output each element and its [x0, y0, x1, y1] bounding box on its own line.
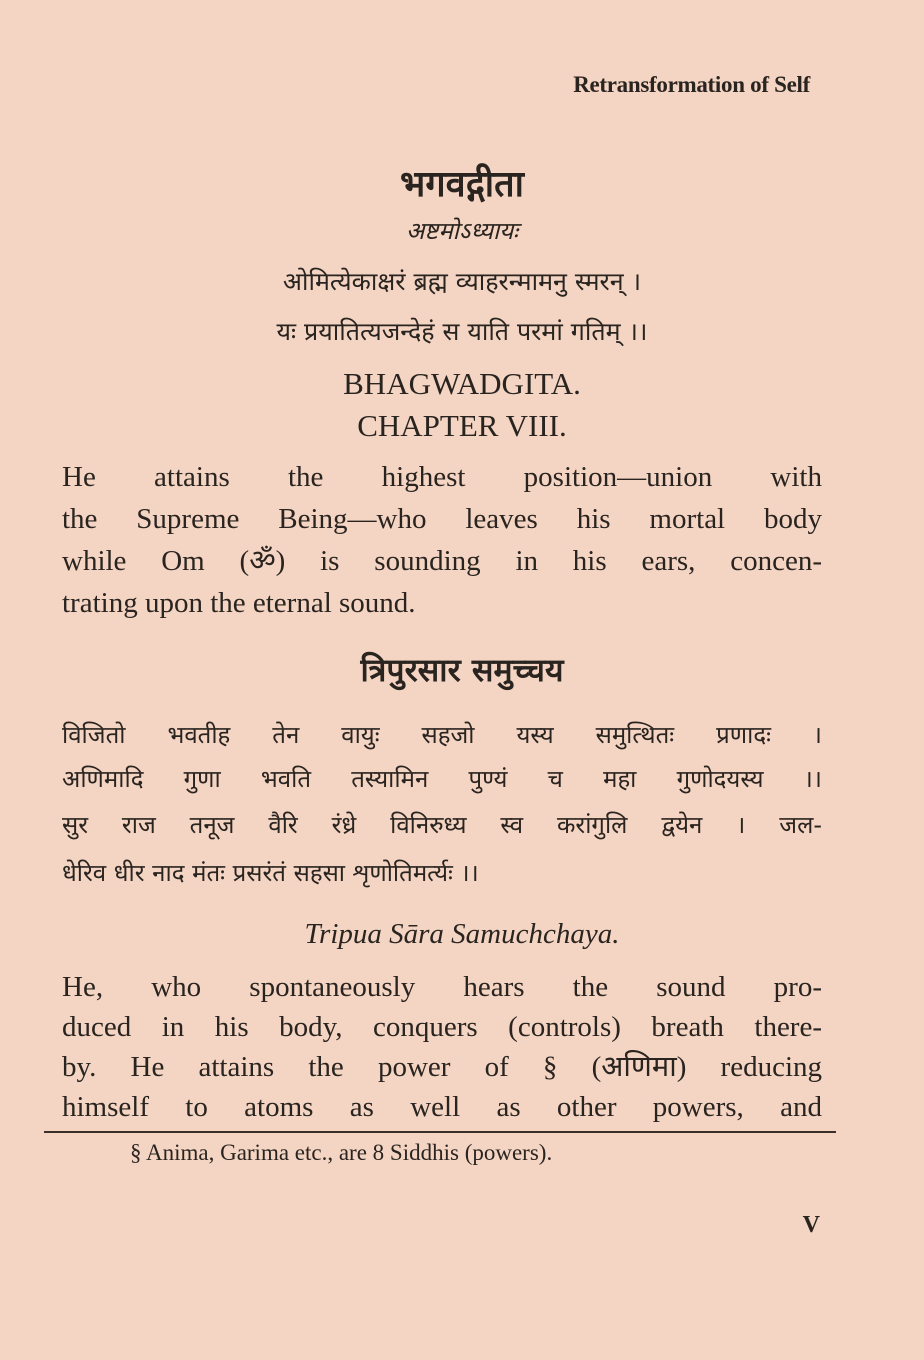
english-title-gita: BHAGWADGITA. [343, 366, 581, 401]
tripura-paragraph-line-4: himself to atoms as well as other powers, and [62, 1091, 822, 1123]
tripura-paragraph-line-3: by. He attains the power of § (अणिमा) reducing [62, 1051, 822, 1083]
tripura-verse-line-3: सुर राज तनूज वैरि रंध्रे विनिरुध्य स्व करांगुलि द्वयेन । जल- [62, 811, 822, 839]
page-number: V [802, 1212, 820, 1238]
gita-paragraph-line-1: He attains the highest position—union with [62, 461, 822, 493]
running-header: Retransformation of Self [573, 72, 810, 97]
tripura-paragraph-line-1: He, who spontaneously hears the sound pro- [62, 971, 822, 1003]
sanskrit-title-gita: भगवद्गीता [400, 164, 524, 205]
sanskrit-verse-line-2: यः प्रयातित्यजन्देहं स याति परमां गतिम् ।। [276, 317, 648, 346]
sanskrit-title-tripura: त्रिपुरसार समुच्चय [360, 651, 564, 689]
tripura-paragraph-line-2: duced in his body, conquers (controls) breath there- [62, 1011, 822, 1043]
footnote: § Anima, Garima etc., are 8 Siddhis (powers). [130, 1140, 553, 1165]
tripura-verse-line-2: अणिमादि गुणा भवति तस्यामिन पुण्यं च महा गुणोदयस्य ।। [62, 765, 822, 793]
footnote-divider [44, 1131, 836, 1133]
gita-paragraph-line-3: while Om (ॐ) is sounding in his ears, concen- [62, 545, 822, 577]
english-title-tripura: Tripua Sāra Samuchchaya. [304, 918, 620, 950]
sanskrit-chapter: अष्टमोऽध्यायः [405, 217, 519, 245]
gita-paragraph-line-2: the Supreme Being—who leaves his mortal body [62, 503, 822, 535]
sanskrit-verse-line-1: ओमित्येकाक्षरं ब्रह्म व्याहरन्मामनु स्मरन् । [282, 267, 642, 296]
tripura-verse-line-1: विजितो भवतीह तेन वायुः सहजो यस्य समुत्थितः प्रणादः । [62, 721, 822, 749]
english-chapter: CHAPTER VIII. [357, 408, 567, 443]
tripura-verse-line-4: धेरिव धीर नाद मंतः प्रसरंतं सहसा शृणोतिमर्त्यः ।। [62, 859, 479, 887]
gita-paragraph-line-4: trating upon the eternal sound. [62, 587, 416, 619]
